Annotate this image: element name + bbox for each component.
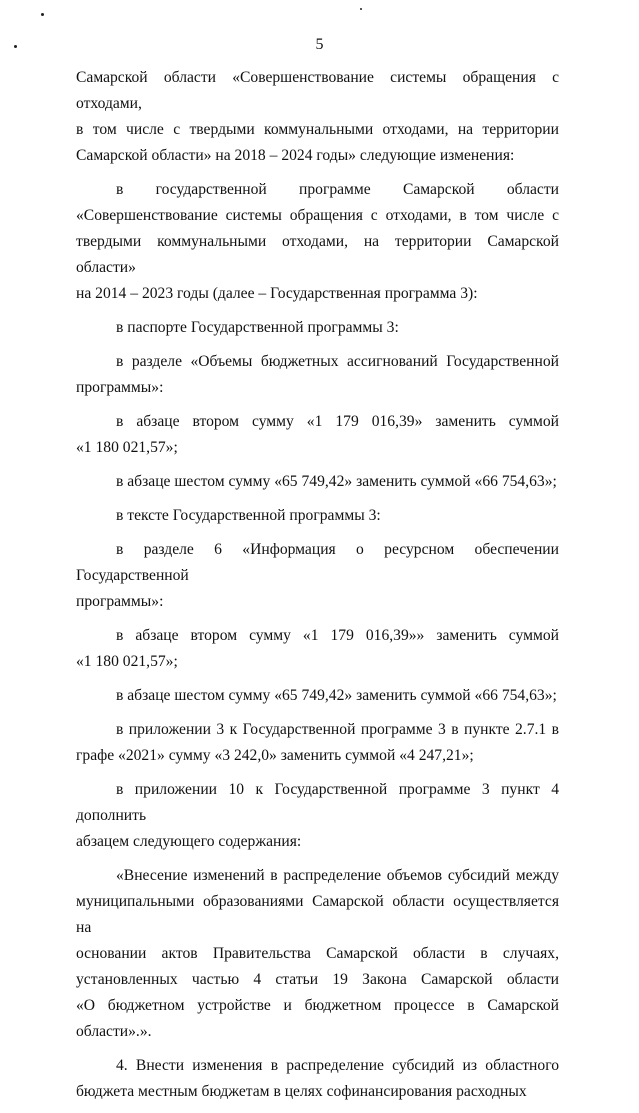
text-line: в абзаце втором сумму «1 179 016,39»» заменить суммой bbox=[116, 627, 559, 644]
paragraph bbox=[76, 717, 559, 769]
paragraph bbox=[76, 349, 559, 401]
paragraph bbox=[76, 177, 559, 307]
text-line: в государственной программе Самарской области bbox=[116, 181, 559, 198]
paragraph bbox=[76, 1053, 559, 1105]
text-line: в разделе «Объемы бюджетных ассигнований Государственной bbox=[116, 353, 559, 370]
text-line: программы»: bbox=[76, 593, 164, 610]
text-line: абзацем следующего содержания: bbox=[76, 833, 302, 850]
text-line: «О бюджетном устройстве и бюджетном процессе в Самарской области».». bbox=[76, 997, 559, 1040]
text-line: 4. Внести изменения в распределение субсидий из областного bbox=[116, 1057, 559, 1074]
text-line: программы»: bbox=[76, 379, 164, 396]
scan-speck bbox=[360, 8, 362, 10]
scan-speck bbox=[41, 13, 44, 16]
text-line: в абзаце шестом сумму «65 749,42» заменить суммой «66 754,63»; bbox=[116, 687, 557, 704]
text-line: бюджета местным бюджетам в целях софинансирования расходных bbox=[76, 1083, 527, 1100]
text-line: в том числе с твердыми коммунальными отходами, на территории bbox=[76, 121, 559, 138]
text-line: на 2014 – 2023 годы (далее – Государственная программа 3): bbox=[76, 285, 478, 302]
paragraph bbox=[76, 469, 559, 495]
text-line: «Внесение изменений в распределение объемов субсидий между bbox=[116, 867, 559, 884]
text-line: в абзаце шестом сумму «65 749,42» заменить суммой «66 754,63»; bbox=[116, 473, 557, 490]
paragraph bbox=[76, 409, 559, 461]
paragraph bbox=[76, 683, 559, 709]
text-line: в разделе 6 «Информация о ресурсном обеспечении Государственной bbox=[76, 541, 559, 584]
page-number: 5 bbox=[315, 36, 324, 53]
text-line: в паспорте Государственной программы 3: bbox=[116, 319, 399, 336]
paragraph bbox=[76, 315, 559, 341]
paragraph bbox=[76, 623, 559, 675]
text-line: муниципальными образованиями Самарской области осуществляется на bbox=[76, 893, 559, 936]
text-line: «1 180 021,57»; bbox=[76, 653, 178, 670]
paragraph bbox=[76, 777, 559, 855]
text-line: «Совершенствование системы обращения с отходами, в том числе с bbox=[76, 207, 559, 224]
paragraph bbox=[76, 65, 559, 169]
text-line: в абзаце втором сумму «1 179 016,39» заменить суммой bbox=[116, 413, 559, 430]
text-line: основании актов Правительства Самарской области в случаях, bbox=[76, 945, 559, 962]
text-line: Самарской области «Совершенствование системы обращения с отходами, bbox=[76, 69, 559, 112]
text-line: графе «2021» сумму «3 242,0» заменить суммой «4 247,21»; bbox=[76, 747, 474, 764]
document-body bbox=[76, 65, 559, 1113]
text-line: в тексте Государственной программы 3: bbox=[116, 507, 381, 524]
text-line: «1 180 021,57»; bbox=[76, 439, 178, 456]
paragraph bbox=[76, 537, 559, 615]
text-line: установленных частью 4 статьи 19 Закона Самарской области bbox=[76, 971, 559, 988]
text-line: в приложении 10 к Государственной программе 3 пункт 4 дополнить bbox=[76, 781, 559, 824]
text-line: Самарской области» на 2018 – 2024 годы» следующие изменения: bbox=[76, 147, 515, 164]
paragraph bbox=[76, 503, 559, 529]
paragraph bbox=[76, 863, 559, 1045]
text-line: в приложении 3 к Государственной программе 3 в пункте 2.7.1 в bbox=[116, 721, 559, 738]
text-line: твердыми коммунальными отходами, на территории Самарской области» bbox=[76, 233, 559, 276]
